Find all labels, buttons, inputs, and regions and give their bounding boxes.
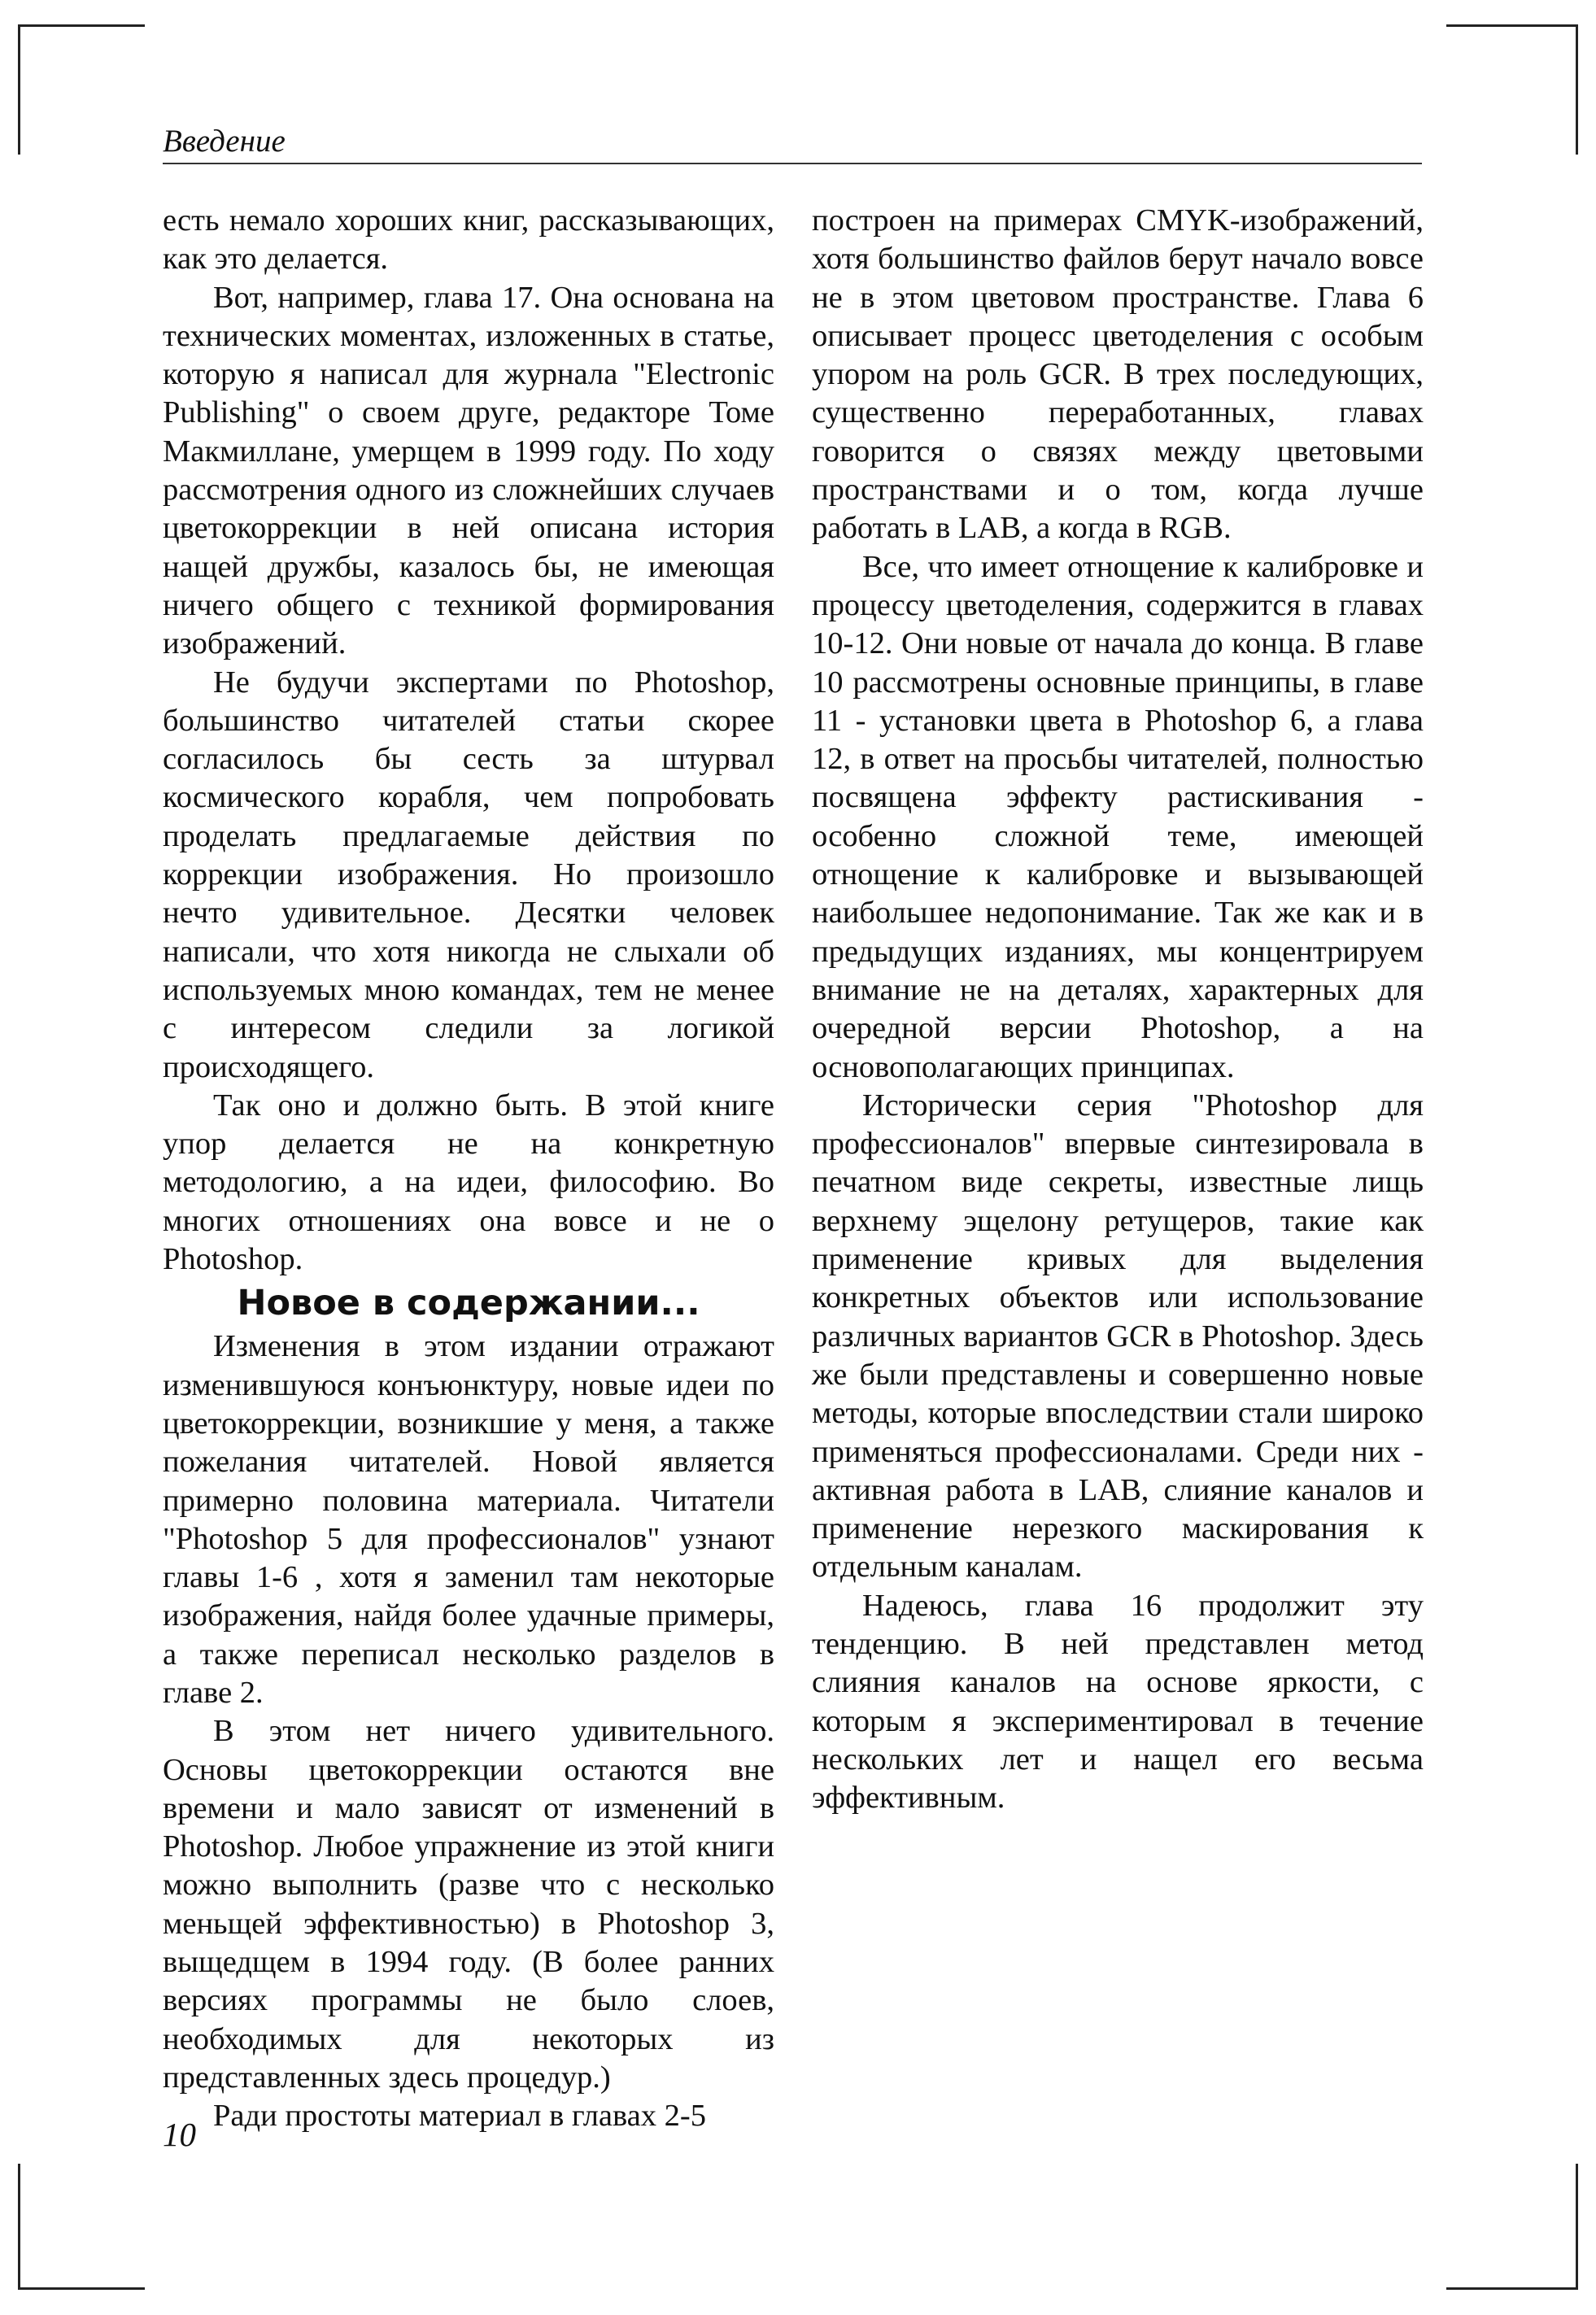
right-column [812,202,1424,1817]
paragraph: есть немало хороших книг, рассказывающих, как это делается. [163,203,774,277]
paragraph: Ради простоты материал в главах 2-5 [213,2099,706,2134]
paragraph: Так оно и должно быть. В этой книге упор делается не на конкретную методологию, а на идеи, философию. Во многих отношениях она вовсе и не о Photoshop. [163,1088,774,1277]
crop-mark-top-right-h [1446,24,1578,27]
paragraph: В этом нет ничего удивительного. Основы цветокоррекции остаются вне времени и мало зависят от изменений в Photoshop. Любое упражнение из этой книги можно выполнить (разве что с несколько меньщей эффективностью) в Photoshop 3, выщедщем в 1994 году. (В более ранних версиях программы не было слоев, необходимых для некоторых из представленных здесь процедур.) [163,1714,774,2095]
crop-mark-bottom-right-v [1576,2164,1578,2290]
crop-mark-top-right-v [1576,24,1578,155]
crop-mark-top-left-v [18,24,20,155]
paragraph: Не будучи экспертами по Photoshop, большинство читателей статьи скорее согласилось бы сесть за штурвал космического корабля, чем попробовать проделать предлагаемые действия по коррекции изображения. Но произошло нечто удивительное. Десятки человек написали, что хотя никогда не слыхали об используемых мною командах, тем не менее с интересом следили за логикой происходящего. [163,665,774,1084]
paragraph: Изменения в этом издании отражают изменившуюся конъюнктуру, новые идеи по цветокоррекции, возникшие у меня, а также пожелания читателей. Новой является примерно половина материала. Читатели "Photoshop 5 для профессионалов" узнают главы 1-6 , хотя я заменил там некоторые изображения, найдя более удачные примеры, а также переписал несколько разделов в главе 2. [163,1329,774,1710]
paragraph: Все, что имеет отнощение к калибровке и процессу цветоделения, содержится в главах 10-12. Они новые от начала до конца. В главе 10 рассмотрены основные принципы, в главе 11 - установки цвета в Photoshop 6, а глава 12, в ответ на просьбы читателей, полностью посвящена эффекту растискивания - особенно сложной теме, имеющей отнощение к калибровке и вызывающей наибольшее недопонимание. Так же как и в предыдущих изданиях, мы концентрируем внимание не на деталях, характерных для очередной версии Photoshop, а на основополагающих принципах. [812,549,1424,1084]
running-head: Введение [163,122,1422,164]
section-title: Новое в содержании... [237,1283,700,1324]
crop-mark-bottom-left-h [18,2287,145,2290]
paragraph: построен на примерах CMYK-изображений, хотя большинство файлов берут начало вовсе не в этом цветовом пространстве. Глава 6 описывает процесс цветоделения с особым упором на роль GCR. В трех последующих, существенно переработанных, главах говорится о связях между цветовыми пространствами и о том, когда лучше работать в LAB, а когда в RGB. [812,203,1424,546]
left-column [163,202,774,2136]
page-number: 10 [163,2116,196,2153]
crop-mark-bottom-left-v [18,2164,20,2290]
crop-mark-bottom-right-h [1446,2287,1578,2290]
crop-mark-top-left-h [18,24,145,27]
paragraph: Надеюсь, глава 16 продолжит эту тенденцию. В ней представлен метод слияния каналов на основе яркости, с которым я экспериментировал в течение нескольких лет и нащел его весьма эффективным. [812,1588,1424,1816]
paragraph: Исторически серия "Photoshop для профессионалов" впервые синтезировала в печатном виде секреты, известные лищь верхнему эщелону ретущеров, такие как применение кривых для выделения конкретных объектов или использование различных вариантов GCR в Photoshop. Здесь же были представлены и совершенно новые методы, которые впоследствии стали широко применяться профессионалами. Среди них - активная работа в LAB, слияние каналов и применение нерезкого маскирования к отдельным каналам. [812,1088,1424,1585]
paragraph: Вот, например, глава 17. Она основана на технических моментах, изложенных в статье, которую я написал для журнала "Electronic Publishing" о своем друге, редакторе Томе Макмиллане, умерщем в 1999 году. По ходу рассмотрения одного из сложнейших случаев цветокоррекции в ней описана история нащей дружбы, казалось бы, не имеющая ничего общего с техникой формирования изображений. [163,280,774,661]
